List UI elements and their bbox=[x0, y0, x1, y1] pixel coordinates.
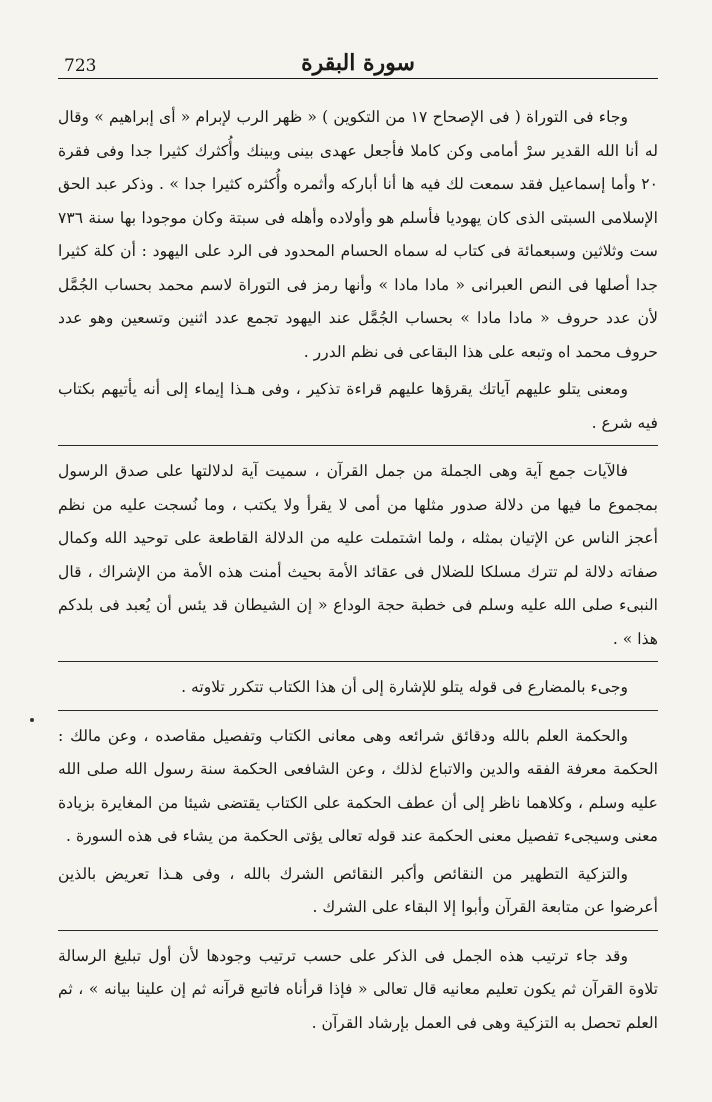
section-divider bbox=[58, 445, 658, 446]
section-divider bbox=[58, 661, 658, 662]
paragraph-yatlu-meaning: ومعنى يتلو عليهم آياتك يقرؤها عليهم قراءة تذكير ، وفى هـذا إيماء إلى أنه يأتيهم بكتاب فيه شرع . bbox=[58, 380, 658, 432]
paragraph-hikma: والحكمة العلم بالله ودقائق شرائعه وهى معانى الكتاب وتفصيل مقاصده ، وعن مالك : الحكمة معرفة الفقه والدين والاتباع لذلك ، وعن الشافعى الحكمة سنة رسول الله صلى الله عليه وسلم ، وكلاهما ناظر إلى أن عطف الحكمة على الكتاب يقتضى شيئا من المغايرة بزيادة معنى وسيجىء تفصيل معنى الحكمة عند قوله تعالى يؤتى الحكمة من يشاء فى هذه السورة . bbox=[58, 726, 658, 845]
page-header bbox=[58, 48, 658, 79]
surah-title: سورة البقرة bbox=[301, 50, 415, 76]
paragraph-order: وقد جاء ترتيب هذه الجمل فى الذكر على حسب ترتيب وجودها لأن أول تبليغ الرسالة تلاوة القرآن ثم يكون تعليم معانيه قال تعالى « فإذا قرأناه فاتبع قرآنه ثم إن علينا بيانه » ، ثم العلم تحصل به التزكية وهى فى العمل بإرشاد القرآن . bbox=[58, 946, 658, 1032]
section-divider bbox=[58, 930, 658, 931]
paragraph-tazkiya: والتزكية التطهير من النقائص وأكبر النقائص الشرك بالله ، وفى هـذا تعريض بالذين أعرضوا عن متابعة القرآن وأبوا إلا البقاء على الشرك . bbox=[58, 864, 658, 916]
paragraph-torah-quote: وجاء فى التوراة ( فى الإصحاح ١٧ من التكوين ) « ظهر الرب لإبرام « أى إبراهيم » وقال له أنا الله القدير سرْ أمامى وكن كاملا فأجعل عهدى بينى وبينك وأُكثرك كثيرا جدا وفى فقرة ٢٠ وأما إسماعيل فقد سمعت لك فيه ها أنا أباركه وأثمره وأُكثره كثيرا جدا » . وذكر عبد الحق الإسلامى السبتى الذى كان يهوديا فأسلم هو وأولاده وأهله فى سبتة وكان موجودا بها سنة ٧٣٦ ست وثلاثين وسبعمائة فى كتاب له سماه الحسام المحدود فى الرد على اليهود : أن كلة كثيرا جدا أصلها فى النص العبرانى « مادا مادا » وأنها رمز فى التوراة لاسم محمد بحساب الجُمَّل لأن عدد حروف « مادا مادا » بحساب الجُمَّل عند اليهود تجمع عدد اثنين وتسعين وهو عدد حروف محمد اه وتبعه على هذا البقاعى فى نظم الدرر . bbox=[58, 108, 658, 361]
margin-mark bbox=[30, 718, 34, 722]
paragraph-mudari: وجىء بالمضارع فى قوله يتلو للإشارة إلى أن هذا الكتاب تتكرر تلاوته . bbox=[181, 678, 628, 696]
book-page bbox=[58, 48, 658, 1078]
page-body bbox=[58, 101, 658, 1040]
page-number: 723 bbox=[64, 56, 97, 76]
section-divider bbox=[58, 710, 658, 711]
paragraph-ayat: فالآيات جمع آية وهى الجملة من جمل القرآن ، سميت آية لدلالتها على صدق الرسول بمجموع ما فيها من دلالة صدور مثلها من أمى لا يقرأ ولا يكتب ، وما نُسجت عليه من نظم أعجز الناس عن الإتيان بمثله ، ولما اشتملت عليه من الدلالة القاطعة على توحيد الله وكمال صفاته دلالة لم تترك مسلكا للضلال فى عقائد الأمة بحيث أمنت هذه الأمة من الإشراك ، قال النبىء صلى الله عليه وسلم فى خطبة حجة الوداع « إن الشيطان قد يئس أن يُعبد فى بلدكم هذا » . bbox=[58, 462, 658, 648]
